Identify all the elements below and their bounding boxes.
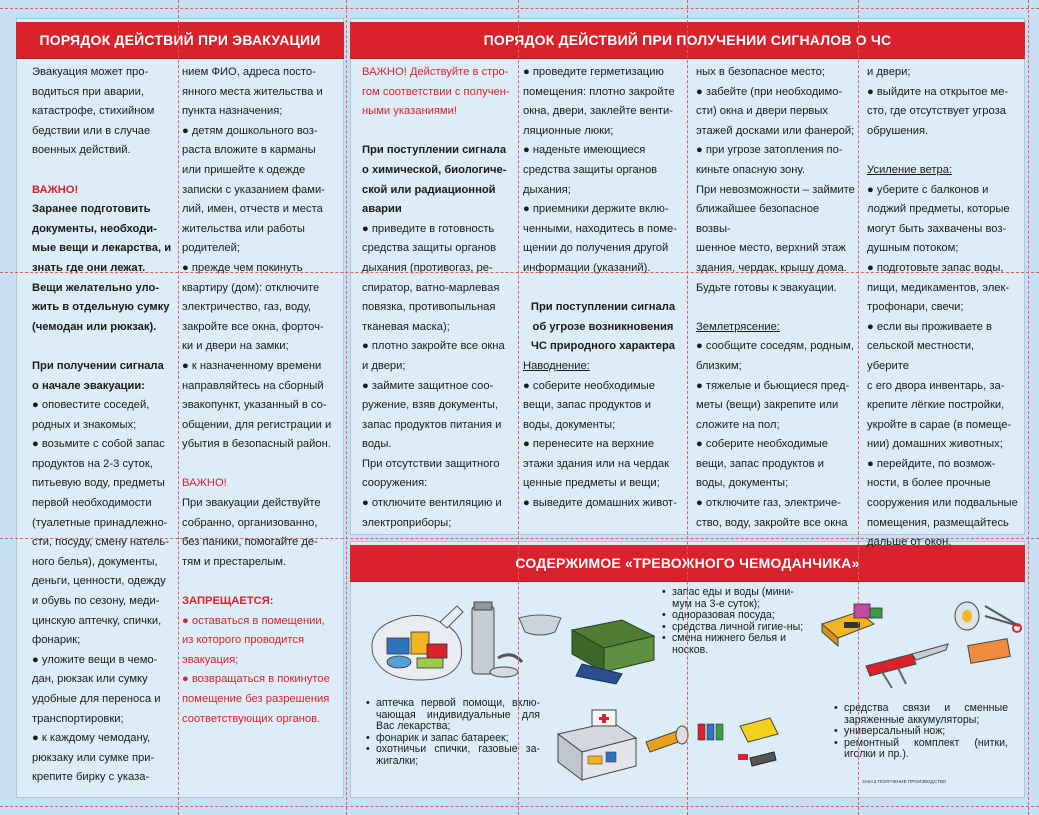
text-line: соответствующих органов.	[182, 712, 321, 725]
multitool-knife-icon	[862, 636, 952, 691]
text-line: о химической, биологиче-	[362, 163, 507, 176]
text-line: дан, рюкзак или сумку	[32, 673, 148, 686]
kit-item: • одноразовая посуда;	[660, 610, 810, 622]
text-line: гом соответствии с получен-	[362, 85, 510, 98]
text-line: воды, документы;	[696, 477, 789, 490]
text-line: помещения: плотно закройте	[523, 85, 675, 98]
text-line: ЗАПРЕЩАЕТСЯ:	[182, 595, 274, 608]
text-line: дыхания (противогаз, ре-	[362, 261, 493, 274]
text-line: собранно, организованно,	[182, 516, 318, 529]
text-line: ● плотно закройте все окна	[362, 340, 505, 353]
text-line: сложите на пол;	[696, 418, 780, 431]
text-line	[32, 161, 180, 181]
kit-item: • запас еды и воды (мини-мум на 3-е суток);	[660, 587, 810, 610]
text-line: питьевую воду, предметы	[32, 477, 165, 490]
text-line: документы, необходи-	[32, 222, 157, 235]
fold-guide	[178, 0, 179, 815]
text-line: (чемодан или рюкзак).	[32, 320, 157, 333]
text-line: могут быть захвачены воз-	[867, 222, 1007, 235]
text-line: повязка, противопыльная	[362, 301, 496, 314]
underwear-icon	[515, 610, 565, 640]
text-line: ● к назначенному времени	[182, 359, 322, 372]
matches-and-lighter-icon	[730, 712, 790, 772]
text-line: записки с указанием фами-	[182, 183, 325, 196]
text-line: помещение без разрешения	[182, 693, 330, 705]
kit-title: СОДЕРЖИМОЕ «ТРЕВОЖНОГО ЧЕМОДАНЧИКА»	[350, 545, 1025, 581]
text-line: дальше от окон.	[867, 536, 952, 549]
text-line: общении, для регистрации и	[182, 418, 332, 431]
text-line: ного белья), документы,	[32, 555, 158, 568]
text-line: жить в отдельную сумку	[32, 301, 170, 314]
text-line: крепите бирку с указа-	[32, 771, 150, 784]
text-line: информации (указаний).	[523, 261, 651, 274]
text-line: удобные для переноса и	[32, 693, 161, 705]
text-line: ● приведите в готовность	[362, 222, 495, 235]
text-line: ● оставаться в помещении,	[182, 614, 325, 627]
text-line: средства защиты органов	[362, 242, 497, 255]
text-line: ● при угрозе затопления по-	[696, 144, 843, 157]
evacuation-title: ПОРЯДОК ДЕЙСТВИЙ ПРИ ЭВАКУАЦИИ	[16, 22, 344, 58]
text-line: ценные предметы и вещи;	[523, 477, 660, 490]
text-line: о начале эвакуации:	[32, 379, 146, 392]
text-line: воды, документы;	[523, 418, 616, 431]
text-line: первой необходимости	[32, 497, 152, 510]
text-line: сти) окна и двери первых	[696, 105, 829, 118]
text-line: ● проведите герметизацию	[523, 66, 664, 78]
text-line: родных и знакомых;	[32, 418, 137, 431]
text-line: ляционные люки;	[523, 124, 614, 137]
text-line: аварии	[362, 203, 402, 216]
signals-title: ПОРЯДОК ДЕЙСТВИЙ ПРИ ПОЛУЧЕНИИ СИГНАЛОВ О ЧС	[350, 22, 1025, 58]
text-line: об угрозе возникновения	[532, 320, 674, 333]
kit-list-medical	[364, 698, 540, 768]
text-line: военных действий.	[32, 144, 131, 157]
text-line: знать где они лежат.	[32, 261, 146, 274]
text-line: тканевая маска);	[362, 320, 450, 333]
text-line: ● возьмите с собой запас	[32, 438, 165, 451]
fold-guide	[0, 538, 1039, 539]
text-line: ности, в более прочные	[867, 477, 991, 490]
text-line: раста вложите в карманы	[182, 144, 316, 157]
text-line: сти, посуду, смену натель-	[32, 536, 169, 549]
text-line: ство, воду, закройте все окна	[696, 516, 848, 529]
text-line: меты (вещи) закрепите или	[696, 399, 839, 412]
text-line: близким;	[696, 359, 742, 372]
kit-item: • фонарик и запас батареек;	[364, 733, 540, 745]
signals-column-3	[696, 63, 856, 533]
text-line	[523, 279, 683, 299]
text-line: с его двора инвентарь, за-	[867, 379, 1005, 392]
text-line: или пришейте к одежде	[182, 163, 306, 176]
text-line: продуктов на 2-3 суток,	[32, 457, 153, 470]
text-line: обрушения.	[867, 124, 929, 137]
text-line: ными указаниями!	[362, 105, 457, 118]
text-line: Землетрясение:	[696, 320, 780, 333]
text-line: шенное место, верхний этаж	[696, 242, 846, 255]
text-line: ЧС природного характера	[530, 340, 676, 353]
repair-kit-icon	[848, 598, 888, 628]
text-line: жительства или работы	[182, 222, 305, 235]
print-footer-strip: ЗАКАЗ ПОЛУЧЕНИЕ ПРОИЗВОДСТВО	[862, 779, 947, 784]
text-line: электричество, газ, воду,	[182, 301, 312, 314]
text-line: ближайшее безопасное возвы-	[696, 203, 820, 235]
text-line: Заранее подготовить	[32, 203, 151, 216]
text-line: катастрофе, стихийном	[32, 105, 155, 118]
text-line: запас продуктов питания и	[362, 418, 502, 431]
text-line: транспортировки;	[32, 712, 124, 725]
text-line	[696, 298, 856, 318]
evacuation-column-2	[182, 63, 340, 729]
text-line: ● уложите вещи в чемо-	[32, 653, 158, 666]
text-line: При отсутствии защитного	[362, 457, 500, 470]
text-line: Вещи желательно уло-	[32, 281, 160, 294]
kit-item: • смена нижнего белья и носков.	[660, 633, 810, 656]
text-line: ВАЖНО!	[32, 183, 79, 196]
text-line: рюкзаку или сумке при-	[32, 751, 155, 764]
text-line: нии) домашних животных;	[867, 438, 1003, 451]
text-line: ской или радиационной	[362, 183, 496, 196]
kit-item: • средства связи и сменные заряженные аккумуляторы;	[832, 703, 1008, 726]
text-line: убытия в безопасный район.	[182, 438, 331, 451]
text-line: ● соберите необходимые	[523, 379, 655, 392]
text-line: здания, чердак, крышу дома.	[696, 261, 847, 274]
kit-list-food	[660, 587, 810, 657]
text-line: ружение, взяв документы,	[362, 399, 499, 412]
text-line: ● сообщите соседям, родным,	[696, 340, 854, 353]
text-line: и обувь по сезону, меди-	[32, 595, 160, 608]
text-line: лий, имен, отчеств и места	[182, 203, 323, 216]
text-line: тям и престарелым.	[182, 555, 287, 568]
text-line: (туалетные принадлежно-	[32, 516, 168, 529]
text-line: ● детям дошкольного воз-	[182, 124, 318, 137]
text-line: пункта назначения;	[182, 105, 283, 118]
text-line: воды.	[362, 438, 392, 451]
text-line: окна, двери, заклейте венти-	[523, 105, 674, 118]
text-line: сельской местности, уберите	[867, 340, 975, 372]
text-line: ● приемники держите вклю-	[523, 203, 669, 216]
text-line: мые вещи и лекарства, и	[32, 242, 172, 255]
text-line: дыхания;	[523, 183, 571, 196]
fold-guide	[346, 0, 347, 815]
fold-guide	[0, 8, 1039, 9]
text-line	[362, 122, 514, 142]
text-line: При невозможности – займите	[696, 183, 855, 196]
text-line: ● забейте (при необходимо-	[696, 85, 843, 98]
text-line: При поступлении сигнала	[530, 301, 676, 314]
text-line: ● если вы проживаете в	[867, 320, 992, 333]
text-line	[182, 455, 340, 475]
text-line: цинскую аптечку, спички,	[32, 614, 162, 627]
text-line: ● тяжелые и бьющиеся пред-	[696, 379, 850, 392]
text-line: ● перейдите, по возмож-	[867, 457, 996, 470]
fold-guide	[687, 0, 688, 815]
fold-guide	[0, 806, 1039, 807]
text-line: без паники, помогайте де-	[182, 536, 318, 549]
text-line: ● подготовьте запас воды,	[867, 261, 1004, 274]
text-line: киньте опасную зону.	[696, 163, 805, 176]
text-line: эвакуация;	[182, 653, 239, 666]
text-line: водиться при аварии,	[32, 85, 145, 98]
text-line	[32, 337, 180, 357]
text-line: из которого проводится	[182, 634, 305, 647]
thread-spools-and-scissors-icon	[945, 596, 1025, 671]
text-line: ● отключите газ, электриче-	[696, 497, 841, 510]
flashlight-and-batteries-icon	[640, 716, 730, 771]
text-line: этажи здания или на чердак	[523, 457, 670, 470]
text-line: крепите лёгкие постройки,	[867, 399, 1005, 412]
text-line: пищи, медикаментов, элек-	[867, 281, 1010, 294]
text-line: вещи, запас продуктов и	[696, 457, 824, 470]
kit-item: • охотничьи спички, газовые за-жигалки;	[364, 744, 540, 767]
text-line: закройте все окна, форточ-	[182, 320, 324, 333]
text-line: деньги, ценности, одежду	[32, 575, 166, 588]
text-line: ● займите защитное соо-	[362, 379, 494, 392]
kit-item: • аптечка первой помощи, вклю-чающая индивидуальные для Вас лекарства;	[364, 698, 540, 733]
text-line: помещения, размещайтесь	[867, 516, 1009, 529]
text-line: укройте в сарае (в помеще-	[867, 418, 1012, 431]
text-line: и двери;	[362, 359, 406, 372]
text-line: ● возвращаться в покинутое	[182, 673, 330, 686]
text-line: При эвакуации действуйте	[182, 497, 321, 510]
fold-guide	[0, 272, 1039, 273]
text-line: ● к каждому чемодану,	[32, 732, 151, 745]
text-line: вещи, запас продуктов и	[523, 399, 651, 412]
signals-column-4	[867, 63, 1019, 553]
text-line: ченными, находитесь в поме-	[523, 222, 677, 235]
fold-guide	[1028, 0, 1029, 815]
text-line: ● наденьте имеющиеся	[523, 144, 646, 157]
text-line: сто, где отсутствует угроза	[867, 105, 1006, 118]
fold-guide	[858, 0, 859, 815]
text-line: Наводнение:	[523, 359, 590, 372]
text-line: Будьте готовы к эвакуации.	[696, 281, 837, 294]
text-line: ● перенесите на верхние	[523, 438, 655, 451]
text-line: ● выведите домашних живот-	[523, 497, 677, 510]
text-line: душным потоком;	[867, 242, 959, 255]
text-line	[182, 572, 340, 592]
text-line: ных в безопасное место;	[696, 66, 825, 78]
text-line: сооружения:	[362, 477, 428, 490]
kit-item: • средства личной гигие-ны;	[660, 622, 810, 634]
folded-clothes-icon	[562, 610, 662, 685]
text-line: средства защиты органов	[523, 163, 658, 176]
text-line: При поступлении сигнала	[362, 144, 507, 157]
text-line: ● выйдите на открытое ме-	[867, 85, 1009, 98]
text-line: ● прежде чем покинуть	[182, 261, 303, 274]
text-line: ВАЖНО!	[182, 477, 227, 490]
text-line	[867, 141, 1019, 161]
text-line: янного места жительства и	[182, 85, 323, 98]
bag-of-supplies-icon	[365, 600, 475, 685]
text-line: этажей досками или фанерой;	[696, 124, 855, 137]
text-line: ки и двери на замки;	[182, 340, 289, 353]
text-line: Эвакуация может про-	[32, 66, 149, 78]
text-line: ВАЖНО! Действуйте в стро-	[362, 66, 509, 78]
text-line: щении до получения другой	[523, 242, 669, 255]
medical-kit-icon	[552, 704, 642, 784]
text-line: нием ФИО, адреса посто-	[182, 66, 316, 78]
evacuation-column-1	[32, 63, 180, 788]
text-line: ● отключите вентиляцию и	[362, 497, 502, 510]
signals-column-1	[362, 63, 514, 533]
text-line: Усиление ветра:	[867, 163, 953, 176]
text-line: направляйтесь на сборный	[182, 379, 324, 392]
text-line: родителей;	[182, 242, 240, 255]
text-line: бедствии или в случае	[32, 124, 151, 137]
text-line: ● оповестите соседей,	[32, 399, 150, 412]
text-line: спиратор, ватно-марлевая	[362, 281, 500, 294]
text-line: эвакопункт, указанный в со-	[182, 399, 327, 412]
kit-item: • ремонтный комплект (нитки, иголки и пр.).	[832, 738, 1008, 761]
text-line: При получении сигнала	[32, 359, 164, 372]
signals-column-2	[523, 63, 683, 514]
text-line: ● уберите с балконов и	[867, 183, 989, 196]
text-line: электроприборы;	[362, 516, 452, 529]
text-line: сооружения или подвальные	[867, 497, 1018, 510]
text-line: ● соберите необходимые	[696, 438, 828, 451]
fold-guide	[518, 0, 519, 815]
text-line: фонарик;	[32, 634, 81, 647]
text-line: квартиру (дом): отключите	[182, 281, 320, 294]
text-line: и двери;	[867, 66, 911, 78]
text-line: трофонари, свечи;	[867, 301, 964, 314]
text-line: лоджий предметы, которые	[867, 203, 1010, 216]
kit-item: • универсальный нож;	[832, 726, 1008, 738]
